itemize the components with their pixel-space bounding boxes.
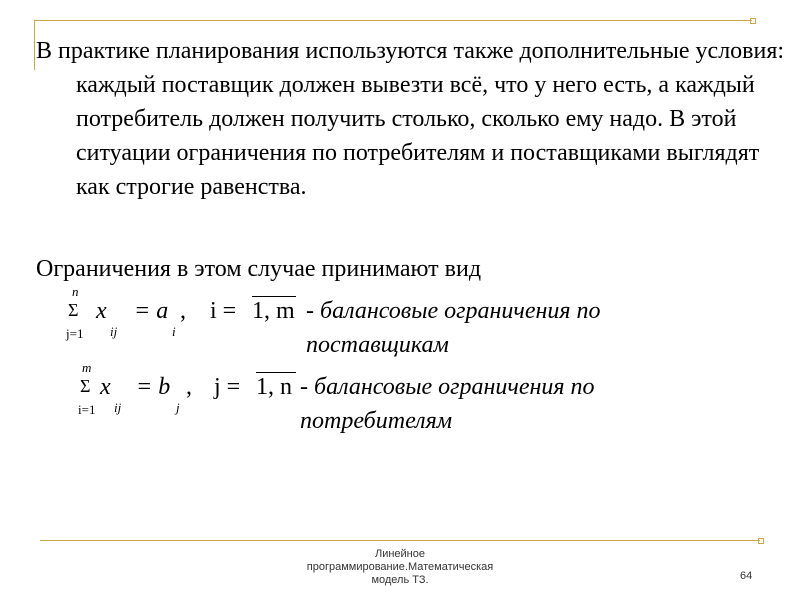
formula-comma: , [180,298,186,324]
paragraph-constraints-form: Ограничения в этом случае принимают вид [36,256,482,282]
rhs-b: = b [136,374,171,400]
range-left: i = [210,298,237,324]
top-rule [34,20,752,21]
corner-square-bottom-right [758,538,764,544]
range-overline [256,372,296,373]
sum-lower-index: i=1 [78,402,96,417]
description-consumers: - балансовые ограничения по потребителям [300,374,595,434]
rhs-a: = a [134,298,169,324]
page-number: 64 [740,570,753,582]
variable-x: x [96,298,107,324]
formula-comma: , [186,374,192,400]
range-value: 1, m [252,298,295,324]
rhs-subscript: j [176,400,180,415]
range-left: j = [214,374,241,400]
variable-subscript: ij [114,400,122,415]
range-value: 1, n [256,374,292,400]
sum-lower-index: j=1 [66,326,84,341]
corner-square-top-right [750,18,756,24]
paragraph-planning-conditions: В практике планирования используются также дополнительные условия: каждый поставщик должен вывезти всё, что у него есть, а каждый потребитель должен получить столько, сколько ему надо. В этой ситуации ограничения по потребителям и поставщиками выглядят как строгие равенства. [36,38,785,200]
sum-symbol: Σ [68,300,79,320]
range-overline [252,296,296,297]
bottom-rule [40,540,760,541]
variable-subscript: ij [110,324,118,339]
description-suppliers: - балансовые ограничения по поставщикам [306,298,601,358]
left-rule [34,20,35,70]
rhs-subscript: i [172,324,176,339]
variable-x: x [100,374,111,400]
sum-upper-index: m [82,360,92,375]
sum-upper-index: n [72,284,79,299]
sum-symbol: Σ [80,376,91,396]
footer-title: Линейное программирование.Математическая модель ТЗ. [306,548,494,586]
